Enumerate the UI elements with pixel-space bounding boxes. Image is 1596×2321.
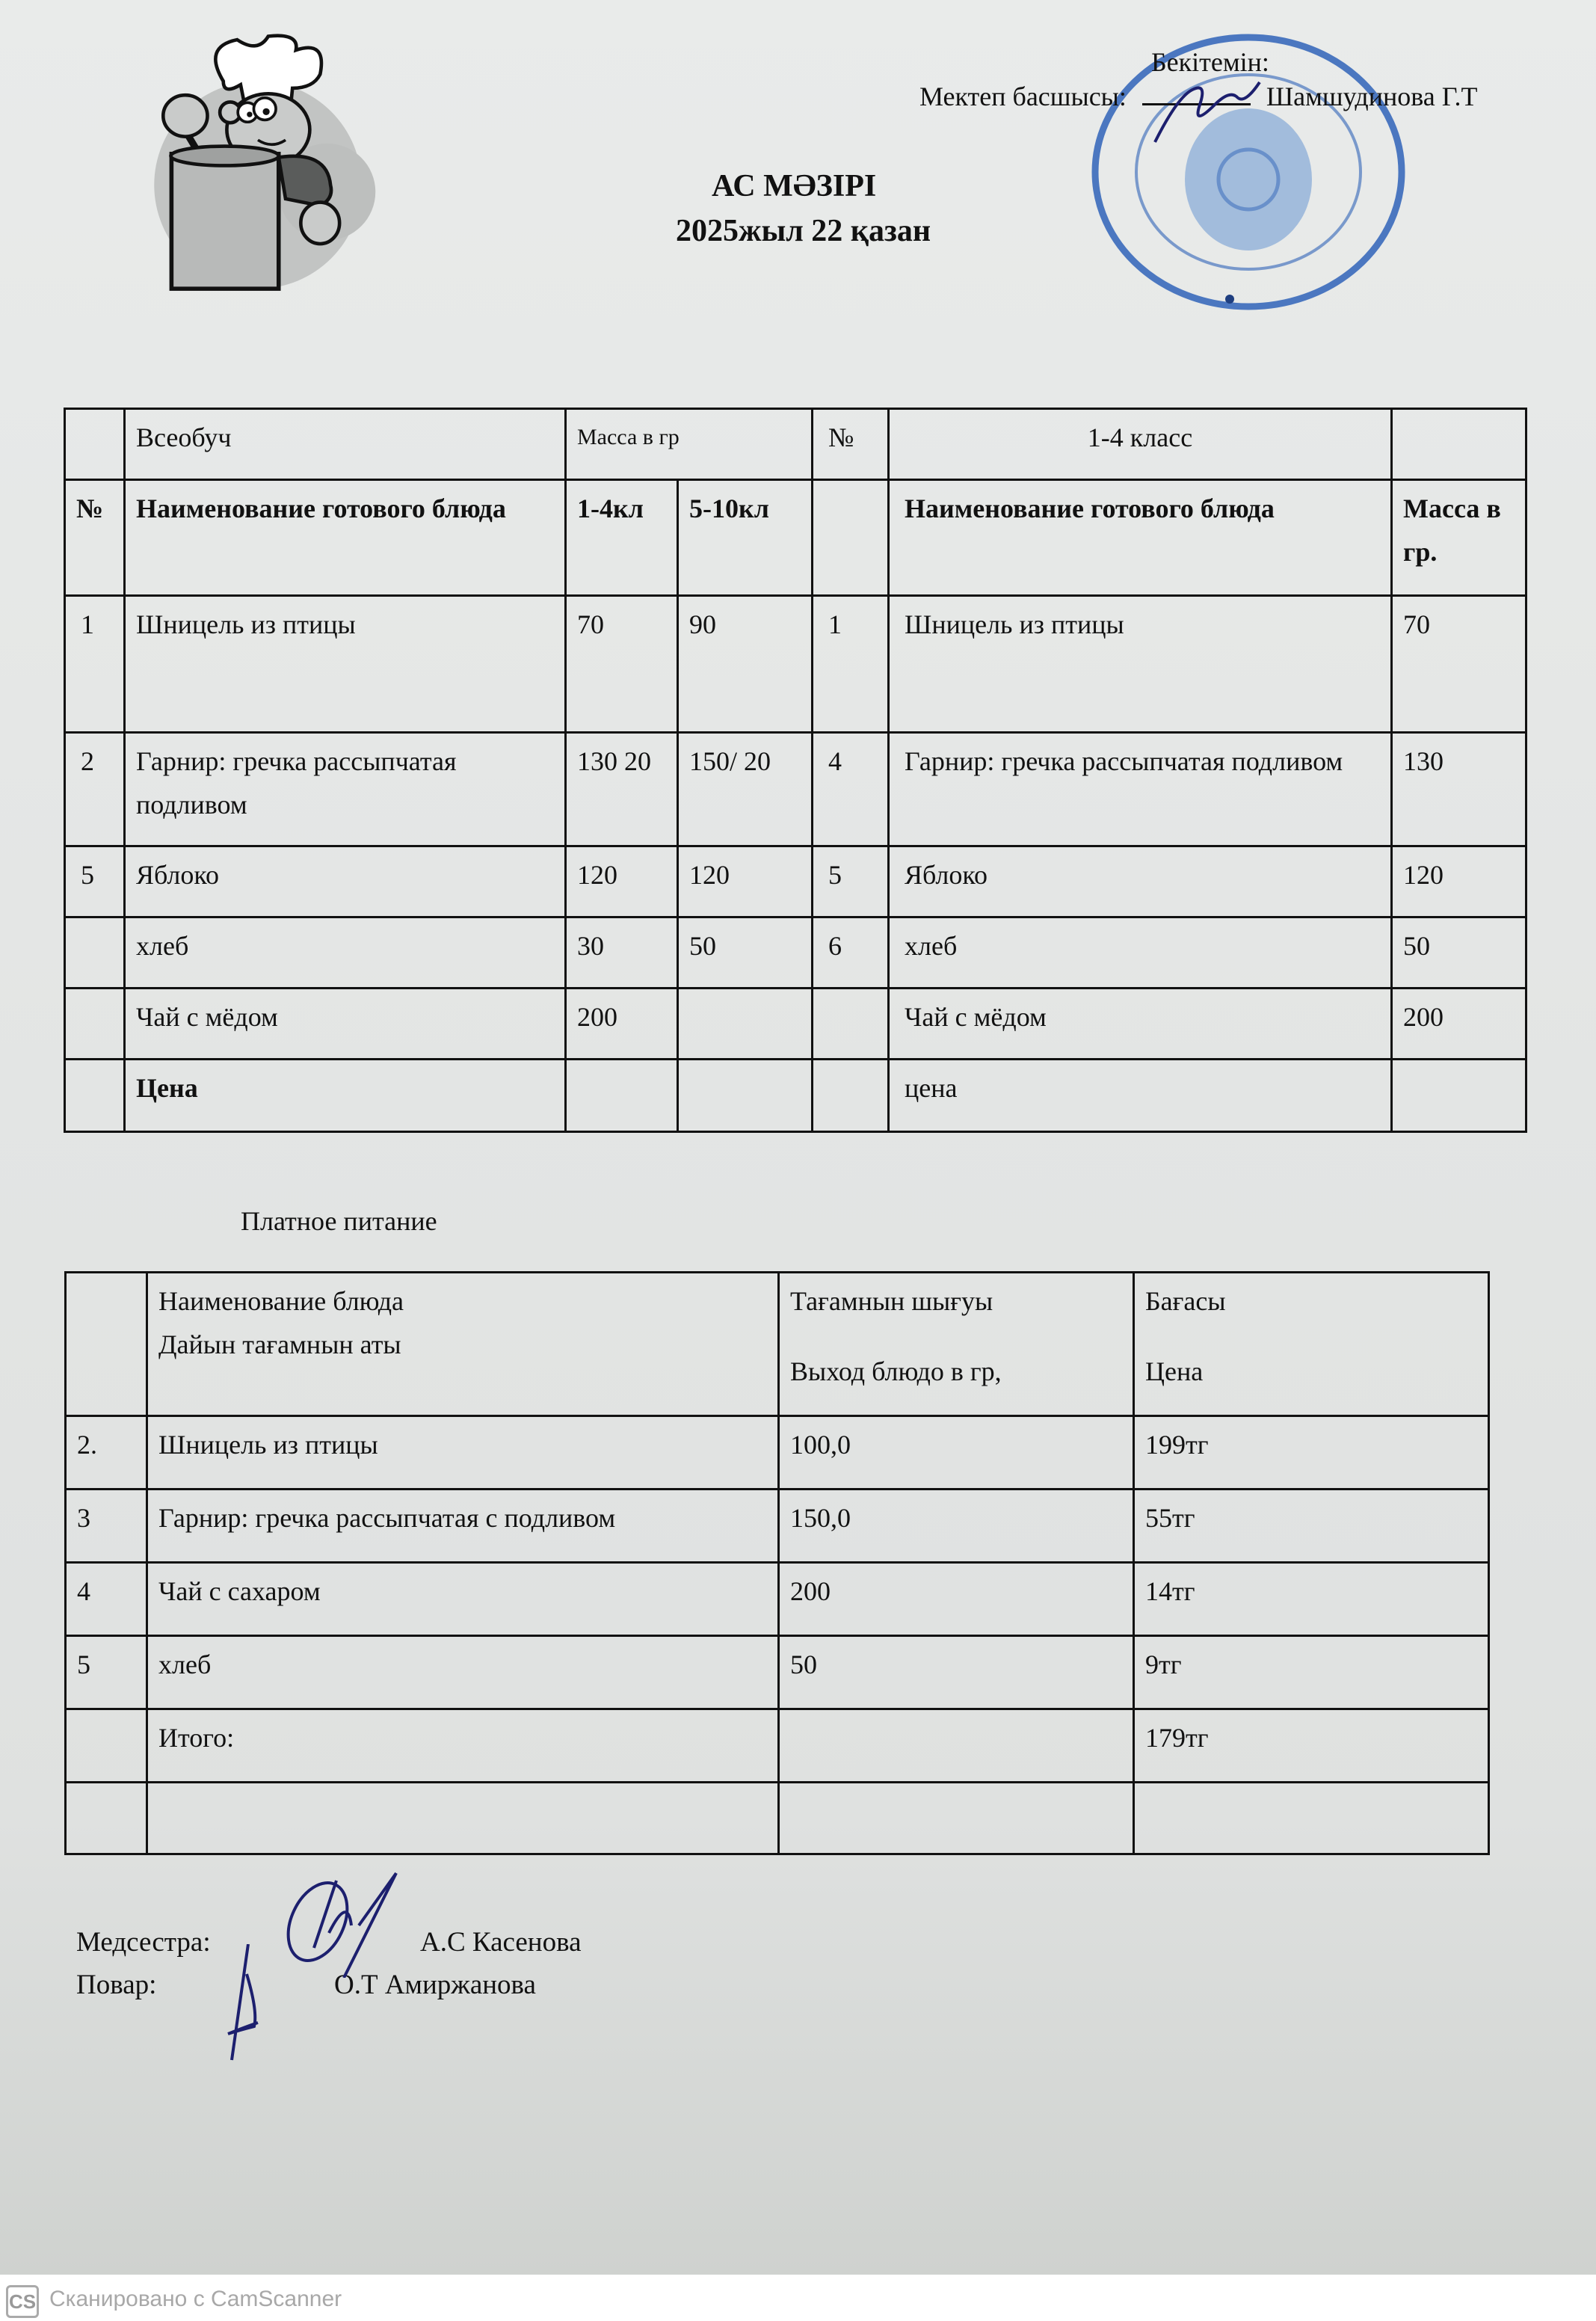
group-label-right: 1-4 класс	[889, 409, 1392, 480]
table-row: 5 Яблоко 120 120 5 Яблоко 120	[65, 846, 1526, 917]
mass-label: Масса в гр	[566, 409, 813, 480]
nurse-label: Медсестра:	[76, 1927, 211, 1958]
chef-illustration-icon	[120, 22, 396, 299]
table-row-empty	[66, 1783, 1489, 1854]
num-label-right: №	[813, 409, 889, 480]
col-dish-name: Наименование блюда Дайын тағамнын аты	[147, 1273, 779, 1416]
col-yield: Тағамнын шығуы Выход блюдо в гр,	[779, 1273, 1134, 1416]
table-row: Чай с мёдом 200 Чай с мёдом 200	[65, 989, 1526, 1060]
table-column-header-row	[65, 480, 1526, 596]
table-row: 2. Шницель из птицы 100,0 199тг	[66, 1416, 1489, 1490]
table-row-price: Цена цена	[65, 1060, 1526, 1132]
table-row: 5 хлеб 50 9тг	[66, 1636, 1489, 1709]
table-header-row	[65, 409, 1526, 480]
col-grade-1-4: 1-4кл	[566, 480, 678, 596]
menu-date: 2025жыл 22 қазан	[676, 214, 931, 248]
group-label-left: Всеобуч	[125, 409, 566, 480]
paid-meals-title: Платное питание	[241, 1206, 437, 1236]
cook-signature-icon	[224, 1944, 269, 2064]
camscanner-watermark: Сканировано с CamScanner	[49, 2287, 342, 2311]
col-dish-name-right: Наименование готового блюда	[889, 480, 1392, 596]
table-row: хлеб 30 50 6 хлеб 50	[65, 917, 1526, 989]
nurse-name: А.С Касенова	[420, 1927, 582, 1958]
table-row: 4 Чай с сахаром 200 14тг	[66, 1563, 1489, 1636]
menu-title: АС МӘЗІРІ	[712, 169, 877, 203]
free-meals-table	[64, 408, 1527, 1133]
director-name: Шамшудинова Г.Т	[1266, 82, 1478, 111]
nurse-signature-icon	[277, 1866, 411, 1978]
col-num-right	[813, 480, 889, 596]
cook-label: Повар:	[76, 1970, 157, 2000]
table-row: 3 Гарнир: гречка рассыпчатая с подливом 150,0 55тг	[66, 1490, 1489, 1563]
cook-name: О.Т Амиржанова	[334, 1970, 536, 2000]
approve-label: Бекітемін:	[1151, 47, 1269, 77]
camscanner-logo-icon: CS	[6, 2285, 39, 2318]
table-row: 1 Шницель из птицы 70 90 1 Шницель из птицы 70	[65, 596, 1526, 733]
col-num: №	[65, 480, 125, 596]
table-row-total: Итого: 179тг	[66, 1709, 1489, 1783]
col-mass-right: Масса в гр.	[1392, 480, 1526, 596]
col-dish-name: Наименование готового блюда	[125, 480, 566, 596]
director-label: Мектеп басшысы:	[919, 82, 1127, 111]
table-header-row	[66, 1273, 1489, 1416]
paid-meals-table	[64, 1271, 1490, 1855]
col-price: Бағасы Цена	[1134, 1273, 1489, 1416]
director-signature-icon	[1147, 67, 1267, 150]
table-row: 2 Гарнир: гречка рассыпчатая подливом 130 20 150/ 20 4 Гарнир: гречка рассыпчатая подливом 130	[65, 733, 1526, 846]
col-grade-5-10: 5-10кл	[678, 480, 813, 596]
